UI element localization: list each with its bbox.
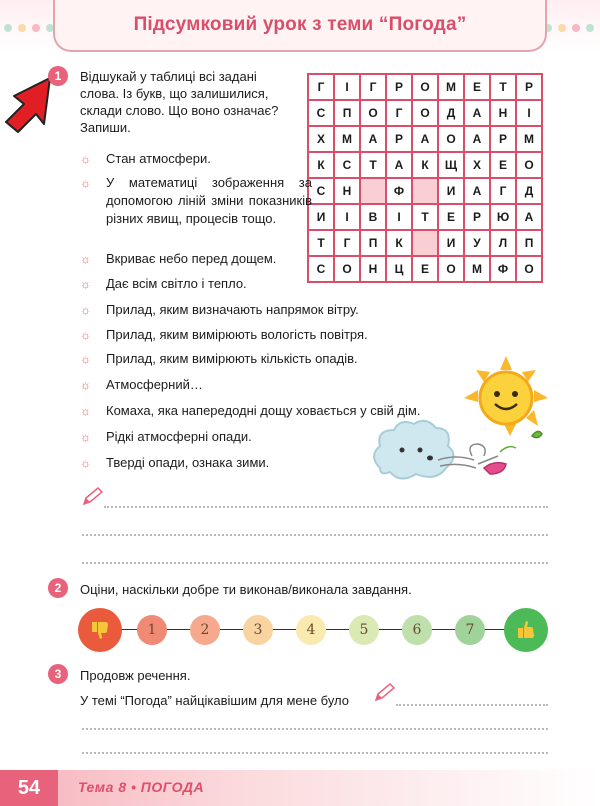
grid-cell: В bbox=[361, 205, 387, 231]
clue-text: Вкриває небо перед дощем. bbox=[106, 251, 277, 266]
grid-cell: О bbox=[413, 101, 439, 127]
grid-cell: О bbox=[439, 257, 465, 283]
grid-cell: Ф bbox=[387, 179, 413, 205]
grid-cell: І bbox=[387, 205, 413, 231]
writing-line[interactable] bbox=[82, 728, 548, 730]
clue-text: Атмосферний… bbox=[106, 377, 203, 392]
grid-cell: О bbox=[361, 101, 387, 127]
grid-cell: Г bbox=[335, 231, 361, 257]
grid-cell: Е bbox=[465, 75, 491, 101]
pointer-arrow-icon bbox=[4, 74, 54, 136]
grid-cell: А bbox=[465, 127, 491, 153]
grid-cell: М bbox=[465, 257, 491, 283]
scale-option-5[interactable]: 5 bbox=[349, 615, 379, 645]
grid-cell: Д bbox=[439, 101, 465, 127]
grid-cell: Г bbox=[309, 75, 335, 101]
sun-bullet-icon: ☼ bbox=[80, 352, 91, 366]
grid-cell: М bbox=[439, 75, 465, 101]
sun-bullet-icon: ☼ bbox=[80, 404, 91, 418]
cloud-icon bbox=[374, 421, 454, 479]
writing-line[interactable] bbox=[396, 704, 548, 706]
task-1-line: склади слово. Що воно означає? bbox=[80, 103, 279, 118]
grid-cell: М bbox=[517, 127, 543, 153]
writing-line[interactable] bbox=[82, 752, 548, 754]
self-assessment-scale bbox=[78, 608, 548, 652]
clue-text: У математиці зображення за допомогою ліній зміни показників різних явищ, процесів тощо. bbox=[106, 175, 312, 226]
grid-cell: І bbox=[335, 205, 361, 231]
scale-option-6[interactable]: 6 bbox=[402, 615, 432, 645]
grid-cell: Р bbox=[517, 75, 543, 101]
grid-cell: Ю bbox=[491, 205, 517, 231]
pencil-icon bbox=[82, 486, 104, 506]
grid-cell: Н bbox=[491, 101, 517, 127]
grid-cell: Т bbox=[309, 231, 335, 257]
clue-text: Прилад, яким визначають напрямок вітру. bbox=[106, 302, 359, 317]
scale-option-1[interactable]: 1 bbox=[137, 615, 167, 645]
grid-cell: С bbox=[309, 101, 335, 127]
pencil-icon bbox=[374, 682, 396, 702]
grid-cell: А bbox=[413, 127, 439, 153]
clue-item bbox=[80, 275, 247, 293]
grid-cell: А bbox=[361, 127, 387, 153]
grid-cell: О bbox=[517, 153, 543, 179]
scale-option-3[interactable]: 3 bbox=[243, 615, 273, 645]
grid-cell: А bbox=[517, 205, 543, 231]
clue-item bbox=[80, 376, 203, 394]
grid-cell: Т bbox=[361, 153, 387, 179]
grid-cell: И bbox=[439, 179, 465, 205]
grid-cell: І bbox=[517, 101, 543, 127]
scale-option-4[interactable]: 4 bbox=[296, 615, 326, 645]
grid-cell: К bbox=[387, 231, 413, 257]
grid-cell: Х bbox=[309, 127, 335, 153]
task-3-sentence: У темі “Погода” найцікавішим для мене було bbox=[80, 693, 349, 708]
grid-cell: Ц bbox=[387, 257, 413, 283]
sun-bullet-icon: ☼ bbox=[80, 328, 91, 342]
clue-item bbox=[80, 250, 276, 268]
clue-text: Тверді опади, ознака зими. bbox=[106, 455, 270, 470]
grid-cell: Ф bbox=[491, 257, 517, 283]
grid-cell: Р bbox=[465, 205, 491, 231]
clue-item bbox=[80, 454, 269, 472]
grid-cell: Щ bbox=[439, 153, 465, 179]
clue-item bbox=[80, 350, 358, 368]
task-2-text: Оціни, наскільки добре ти виконав/виконала завдання. bbox=[80, 582, 412, 597]
footer-section-title: Тема 8 • ПОГОДА bbox=[78, 779, 205, 795]
word-search-grid bbox=[307, 73, 543, 283]
grid-cell bbox=[361, 179, 387, 205]
grid-cell: С bbox=[335, 153, 361, 179]
grid-cell: М bbox=[335, 127, 361, 153]
task-1-line: Відшукай у таблиці всі задані bbox=[80, 69, 257, 84]
task-3-badge: 3 bbox=[48, 664, 68, 684]
grid-cell: П bbox=[335, 101, 361, 127]
grid-cell: Т bbox=[413, 205, 439, 231]
grid-cell: Т bbox=[491, 75, 517, 101]
task-1-line: Запиши. bbox=[80, 120, 131, 135]
clue-item bbox=[80, 428, 252, 446]
grid-cell: Н bbox=[361, 257, 387, 283]
grid-cell: Р bbox=[491, 127, 517, 153]
grid-cell: І bbox=[335, 75, 361, 101]
grid-cell: Е bbox=[491, 153, 517, 179]
sun-bullet-icon: ☼ bbox=[80, 277, 91, 291]
clue-item bbox=[80, 150, 211, 168]
thumbs-down-icon[interactable] bbox=[78, 608, 122, 652]
task-3-text: Продовж речення. bbox=[80, 668, 191, 683]
grid-cell: Л bbox=[491, 231, 517, 257]
clue-text: Прилад, яким вимірюють вологість повітря. bbox=[106, 327, 368, 342]
grid-cell: И bbox=[309, 205, 335, 231]
task-2-badge: 2 bbox=[48, 578, 68, 598]
sun-bullet-icon: ☼ bbox=[80, 152, 91, 166]
grid-cell: Н bbox=[335, 179, 361, 205]
grid-cell: К bbox=[309, 153, 335, 179]
grid-cell: Г bbox=[361, 75, 387, 101]
grid-cell: П bbox=[517, 231, 543, 257]
writing-line[interactable] bbox=[82, 534, 548, 536]
task-1-line: слова. Із букв, що залишилися, bbox=[80, 86, 269, 101]
grid-cell bbox=[413, 179, 439, 205]
grid-cell: У bbox=[465, 231, 491, 257]
page-title: Підсумковий урок з теми “Погода” bbox=[133, 14, 467, 35]
grid-cell: П bbox=[361, 231, 387, 257]
writing-line[interactable] bbox=[82, 562, 548, 564]
grid-cell: К bbox=[413, 153, 439, 179]
sun-bullet-icon: ☼ bbox=[80, 378, 91, 392]
grid-cell: Д bbox=[517, 179, 543, 205]
task-1-badge: 1 bbox=[48, 66, 68, 86]
page-number: 54 bbox=[0, 770, 58, 806]
grid-cell: А bbox=[465, 179, 491, 205]
clue-item bbox=[80, 174, 312, 228]
clue-text: Прилад, яким вимірюють кількість опадів. bbox=[106, 351, 358, 366]
clue-item bbox=[80, 326, 368, 344]
grid-cell: Р bbox=[387, 75, 413, 101]
sun-bullet-icon: ☼ bbox=[80, 430, 91, 444]
writing-line[interactable] bbox=[104, 506, 548, 508]
grid-cell: С bbox=[309, 257, 335, 283]
grid-cell: Е bbox=[439, 205, 465, 231]
clue-text: Дає всім світло і тепло. bbox=[106, 276, 247, 291]
grid-cell: О bbox=[517, 257, 543, 283]
grid-cell: Г bbox=[387, 101, 413, 127]
grid-cell: Х bbox=[465, 153, 491, 179]
grid-cell: О bbox=[335, 257, 361, 283]
thumbs-up-icon[interactable] bbox=[504, 608, 548, 652]
grid-cell: Е bbox=[413, 257, 439, 283]
grid-cell: С bbox=[309, 179, 335, 205]
sun-bullet-icon: ☼ bbox=[80, 456, 91, 470]
header-banner bbox=[53, 0, 547, 52]
clue-text: Комаха, яка напередодні дощу ховається у свій дім. bbox=[106, 403, 421, 418]
grid-cell: И bbox=[439, 231, 465, 257]
clue-text: Стан атмосфери. bbox=[106, 151, 211, 166]
weather-illustration bbox=[366, 356, 556, 496]
sun-bullet-icon: ☼ bbox=[80, 303, 91, 317]
grid-cell: О bbox=[439, 127, 465, 153]
grid-cell bbox=[413, 231, 439, 257]
scale-option-2[interactable]: 2 bbox=[190, 615, 220, 645]
grid-cell: Г bbox=[491, 179, 517, 205]
grid-cell: Р bbox=[387, 127, 413, 153]
grid-cell: О bbox=[413, 75, 439, 101]
sun-bullet-icon: ☼ bbox=[80, 252, 91, 266]
clue-text: Рідкі атмосферні опади. bbox=[106, 429, 252, 444]
grid-cell: А bbox=[465, 101, 491, 127]
scale-option-7[interactable]: 7 bbox=[455, 615, 485, 645]
sun-icon bbox=[464, 356, 548, 436]
clue-item bbox=[80, 301, 359, 319]
sun-bullet-icon: ☼ bbox=[80, 176, 91, 190]
grid-cell: А bbox=[387, 153, 413, 179]
task-1-instructions bbox=[80, 68, 300, 136]
